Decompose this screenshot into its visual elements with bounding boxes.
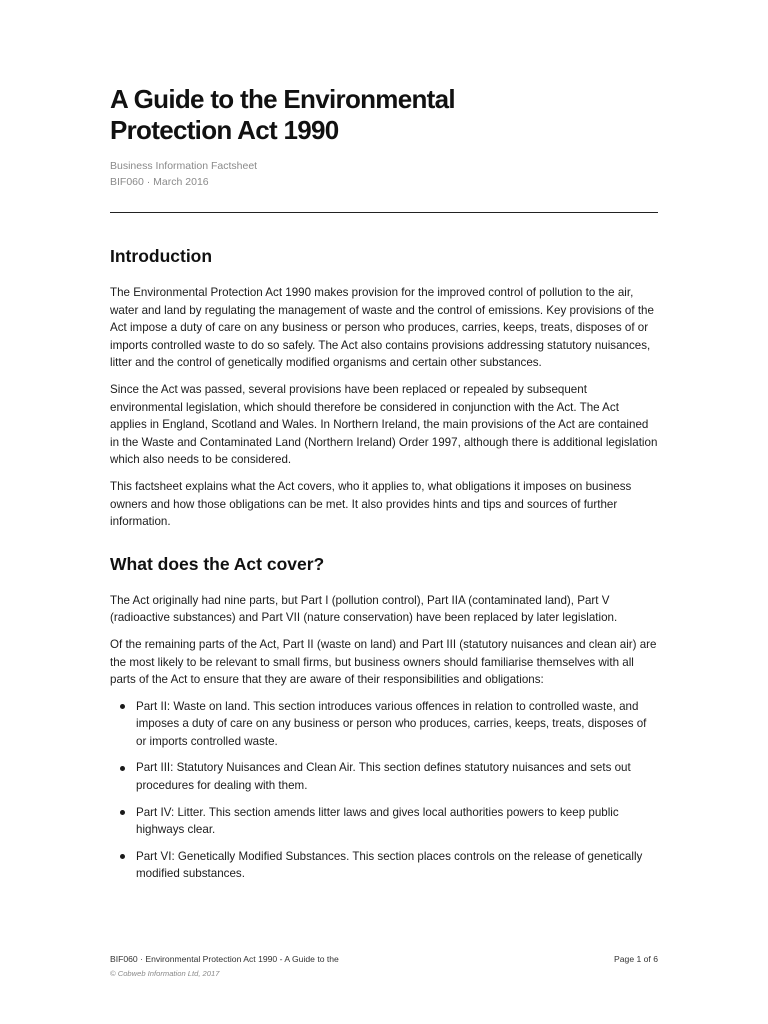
title-line-2: Protection Act 1990 <box>110 115 339 145</box>
list-item-text: Part III: Statutory Nuisances and Clean Air. This section defines statutory nuisances and sets out procedures for dealing with them. <box>136 761 631 793</box>
document-page <box>110 84 658 892</box>
list-item-text: Part IV: Litter. This section amends litter laws and gives local authorities powers to keep public highways clear. <box>136 805 619 837</box>
footer-row <box>110 953 658 965</box>
cover-paragraph-2: Of the remaining parts of the Act, Part II (waste on land) and Part III (statutory nuisances and clean air) are the most likely to be relevant to small firms, but business owners should familiarise themselves with all parts of the Act to ensure that they are aware of their responsibilities and obligations: <box>110 637 657 687</box>
intro-paragraph-1: The Environmental Protection Act 1990 makes provision for the improved control of pollution to the air, water and land by regulating the management of waste and the control of emissions. Key provisions of the Act impose a duty of care on any business or person who produces, carries, keeps, treats, disposes of or imports controlled waste to do so safely. The Act also contains provisions addressing statutory nuisances, litter and the control of genetically modified organisms and certain other substances. <box>110 286 654 370</box>
bullet-icon <box>120 766 125 771</box>
bullet-icon <box>120 810 125 815</box>
list-item <box>110 848 658 883</box>
title-divider <box>110 212 658 213</box>
factsheet-label: Business Information Factsheet <box>110 160 258 172</box>
page-number: Page 1 of 6 <box>614 954 658 964</box>
act-parts-list <box>110 698 658 883</box>
footer-document-reference: BIF060 · Environmental Protection Act 1990 - A Guide to the <box>110 954 339 964</box>
cover-paragraph-1: The Act originally had nine parts, but Part I (pollution control), Part IIA (contaminated land), Part V (radioactive substances) and Part VII (nature conservation) have been replaced by later legislation. <box>110 593 618 625</box>
factsheet-reference: BIF060 · March 2016 <box>110 176 209 188</box>
section-heading-introduction: Introduction <box>110 246 213 266</box>
document-subtitle <box>110 158 658 190</box>
page-footer <box>110 953 658 980</box>
section-heading-act-cover: What does the Act cover? <box>110 553 325 574</box>
copyright-notice: © Cobweb Information Ltd, 2017 <box>110 969 220 978</box>
title-line-1: A Guide to the Environmental <box>110 84 455 114</box>
intro-paragraph-3: This factsheet explains what the Act covers, who it applies to, what obligations it imposes on business owners and how those obligations can be met. It also provides hints and tips and sources of further information. <box>110 479 632 529</box>
list-item-text: Part VI: Genetically Modified Substances. This section places controls on the release of genetically modified substances. <box>136 849 643 881</box>
bullet-icon <box>120 854 125 859</box>
intro-paragraph-2: Since the Act was passed, several provisions have been replaced or repealed by subsequent environmental legislation, which should therefore be considered in conjunction with the Act. The Act applies in England, Scotland and Wales. In Northern Ireland, the main provisions of the Act are contained in the Waste and Contaminated Land (Northern Ireland) Order 1997, although there is additional legislation which also needs to be considered. <box>110 382 658 467</box>
bullet-icon <box>120 704 125 709</box>
list-item-text: Part II: Waste on land. This section introduces various offences in relation to controlled waste, and imposes a duty of care on any business or person who produces, carries, keeps, treats, disposes of or imports controlled waste. <box>136 699 647 748</box>
list-item <box>110 698 658 751</box>
list-item <box>110 804 658 839</box>
list-item <box>110 759 658 794</box>
document-title <box>110 84 658 146</box>
